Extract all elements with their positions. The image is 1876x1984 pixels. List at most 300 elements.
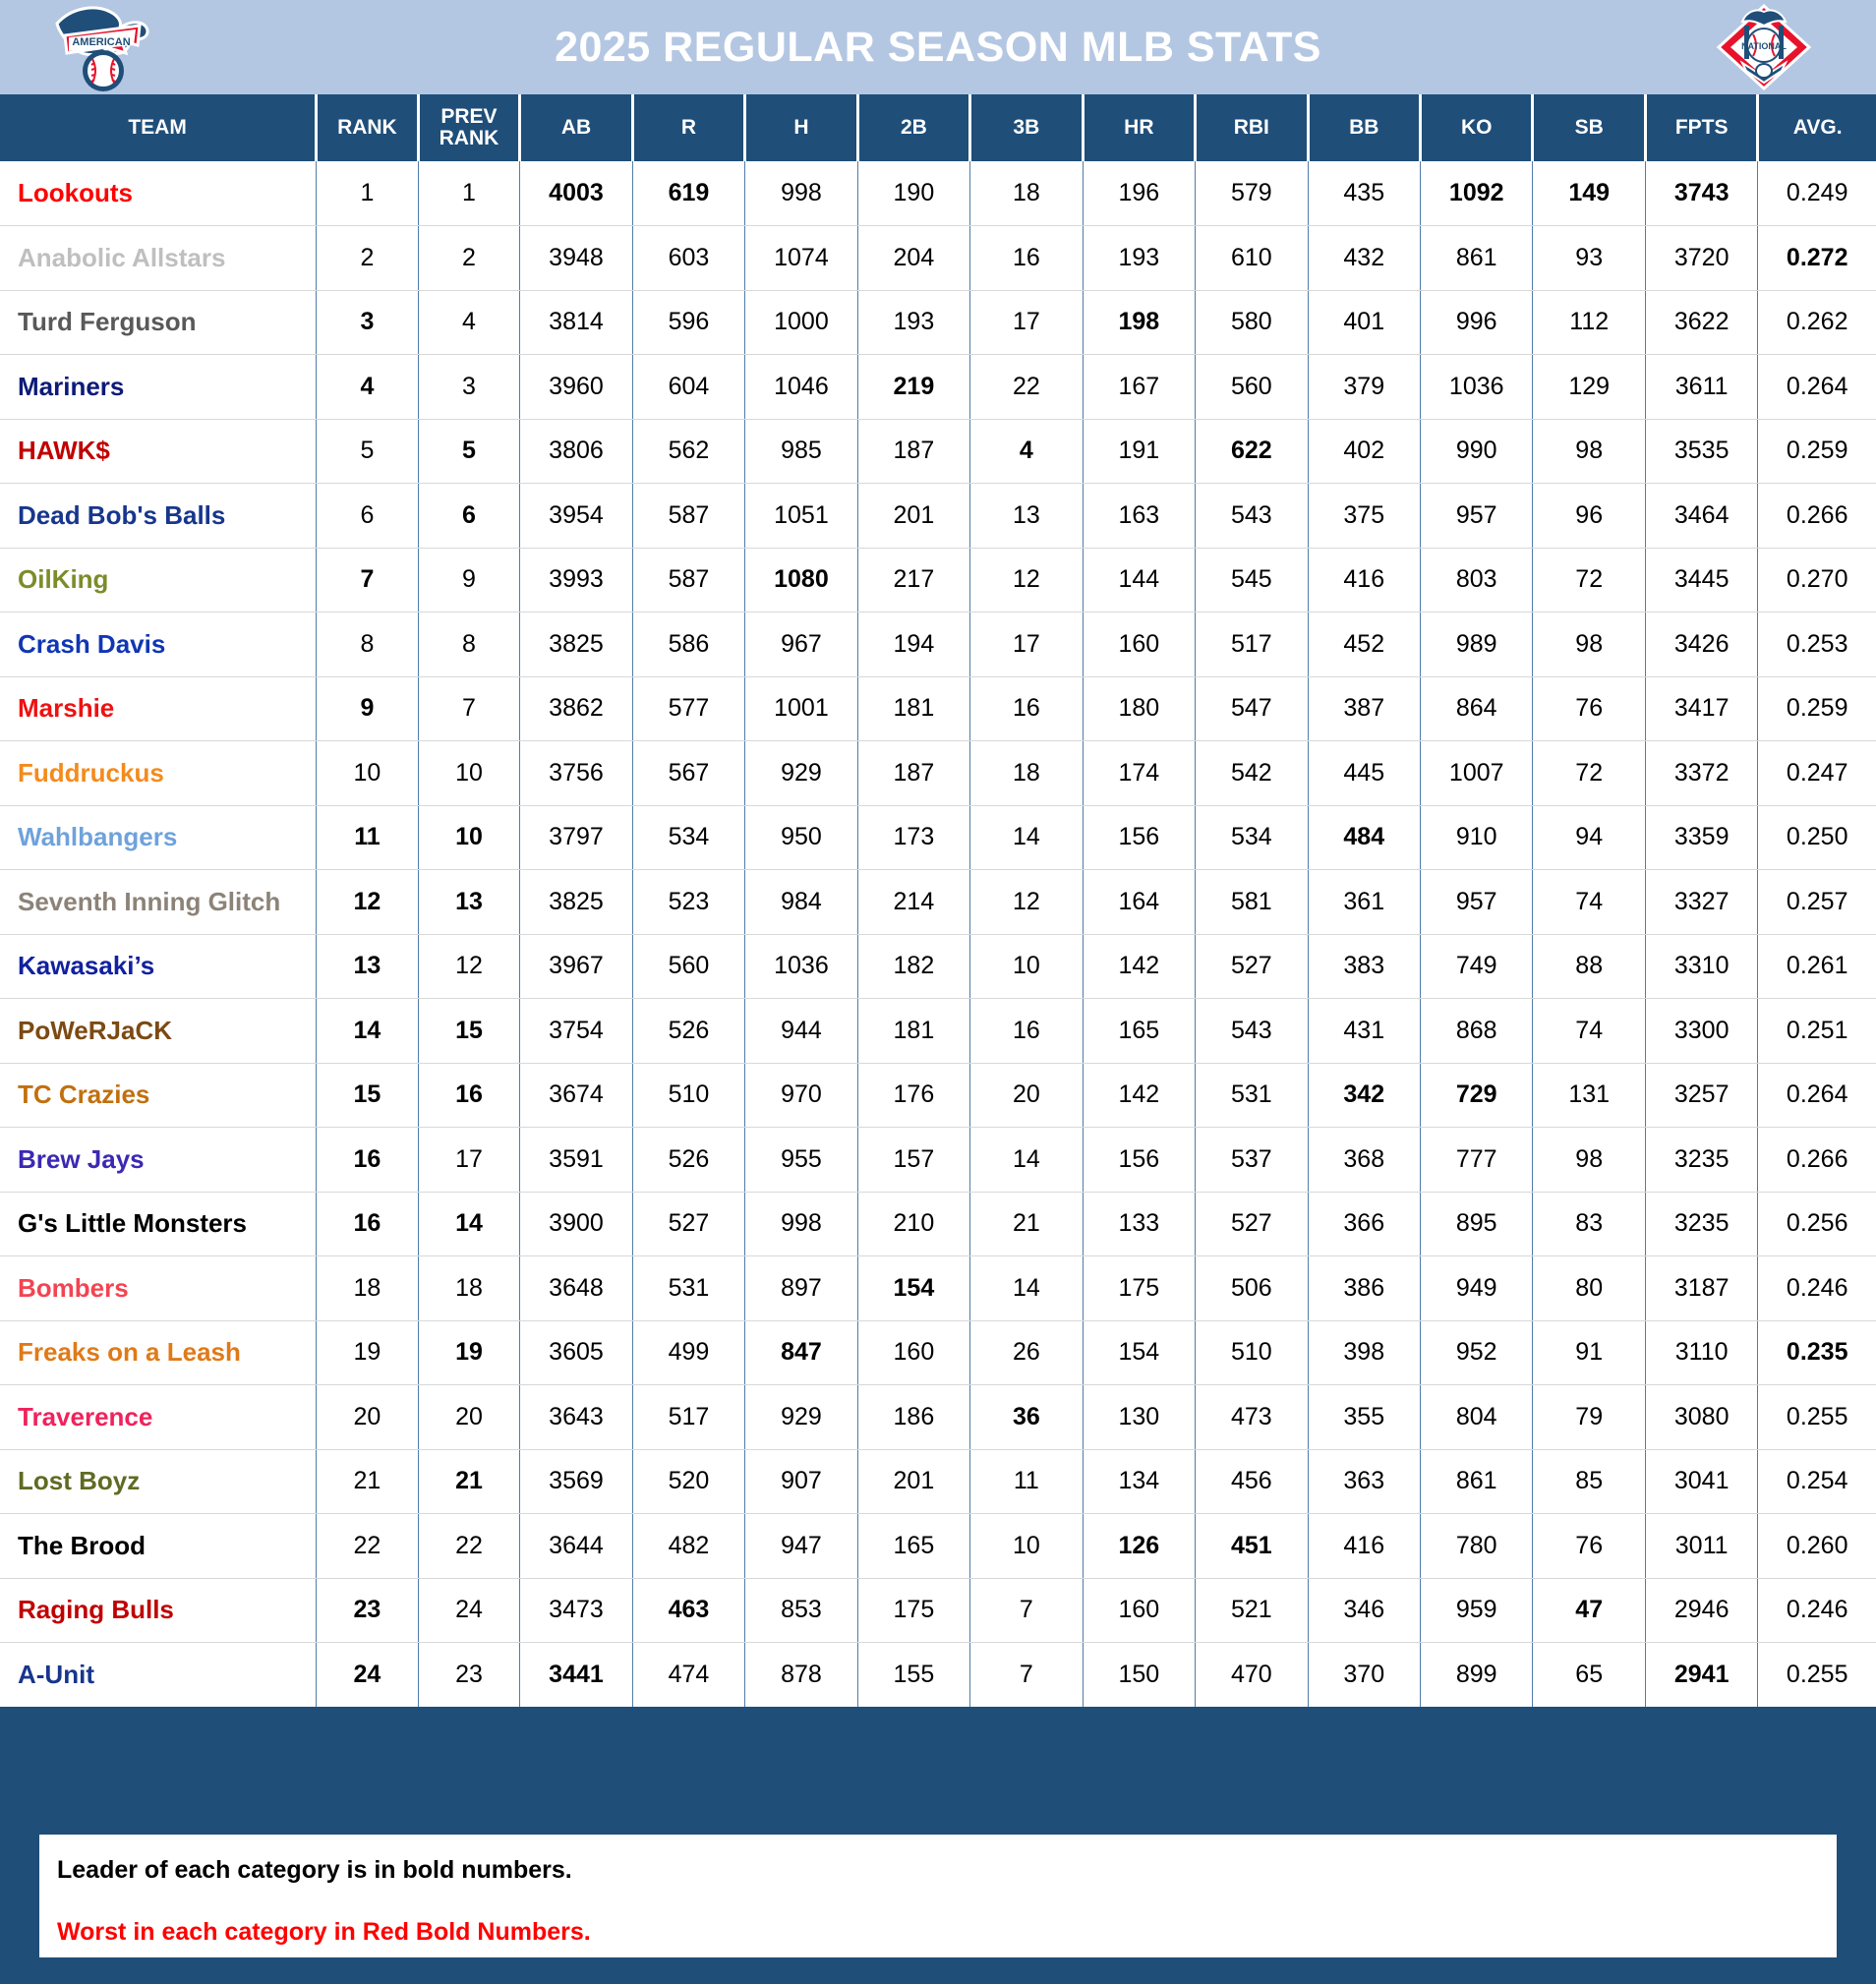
column-header-h[interactable]: H xyxy=(745,94,857,161)
cell-bb: 386 xyxy=(1308,1256,1420,1321)
cell-ko: 1007 xyxy=(1421,741,1533,806)
cell-rank: 16 xyxy=(317,1128,419,1193)
cell-fpts: 3235 xyxy=(1645,1192,1757,1256)
cell-b3: 10 xyxy=(970,934,1083,999)
table-row[interactable] xyxy=(0,1192,1876,1256)
table-row[interactable] xyxy=(0,1320,1876,1385)
team-name-cell[interactable]: Brew Jays xyxy=(0,1128,317,1193)
cell-hr: 154 xyxy=(1083,1320,1195,1385)
cell-h: 907 xyxy=(745,1449,857,1514)
cell-prev_rank: 9 xyxy=(418,548,520,613)
cell-hr: 126 xyxy=(1083,1514,1195,1579)
cell-bb: 379 xyxy=(1308,355,1420,420)
team-name-cell[interactable]: Crash Davis xyxy=(0,613,317,677)
cell-prev_rank: 18 xyxy=(418,1256,520,1321)
cell-b3: 21 xyxy=(970,1192,1083,1256)
cell-avg: 0.266 xyxy=(1758,1128,1876,1193)
column-header-sb[interactable]: SB xyxy=(1533,94,1645,161)
team-name-cell[interactable]: Lookouts xyxy=(0,161,317,226)
cell-r: 596 xyxy=(632,290,744,355)
table-row[interactable] xyxy=(0,934,1876,999)
cell-b2: 181 xyxy=(857,999,969,1064)
cell-rank: 1 xyxy=(317,161,419,226)
cell-h: 1000 xyxy=(745,290,857,355)
cell-b3: 4 xyxy=(970,419,1083,484)
cell-rank: 2 xyxy=(317,226,419,291)
cell-hr: 165 xyxy=(1083,999,1195,1064)
cell-h: 1074 xyxy=(745,226,857,291)
cell-avg: 0.257 xyxy=(1758,870,1876,935)
cell-bb: 431 xyxy=(1308,999,1420,1064)
cell-avg: 0.262 xyxy=(1758,290,1876,355)
svg-text:NATIONAL: NATIONAL xyxy=(1741,41,1787,51)
cell-sb: 96 xyxy=(1533,484,1645,549)
table-row[interactable] xyxy=(0,226,1876,291)
column-header-rbi[interactable]: RBI xyxy=(1196,94,1308,161)
cell-hr: 193 xyxy=(1083,226,1195,291)
cell-hr: 156 xyxy=(1083,1128,1195,1193)
cell-b3: 16 xyxy=(970,226,1083,291)
team-name-cell[interactable]: OilKing xyxy=(0,548,317,613)
cell-ko: 957 xyxy=(1421,484,1533,549)
cell-rank: 11 xyxy=(317,805,419,870)
cell-b2: 194 xyxy=(857,613,969,677)
cell-h: 878 xyxy=(745,1643,857,1708)
team-name-cell[interactable]: Kawasaki’s xyxy=(0,934,317,999)
column-header-team[interactable]: TEAM xyxy=(0,94,317,161)
cell-ab: 3754 xyxy=(520,999,632,1064)
cell-r: 567 xyxy=(632,741,744,806)
cell-r: 463 xyxy=(632,1578,744,1643)
column-header-b2[interactable]: 2B xyxy=(857,94,969,161)
cell-ko: 895 xyxy=(1421,1192,1533,1256)
cell-prev_rank: 10 xyxy=(418,741,520,806)
cell-rbi: 531 xyxy=(1196,1063,1308,1128)
cell-b3: 14 xyxy=(970,805,1083,870)
column-header-ab[interactable]: AB xyxy=(520,94,632,161)
cell-b3: 16 xyxy=(970,999,1083,1064)
cell-rank: 13 xyxy=(317,934,419,999)
cell-ab: 3814 xyxy=(520,290,632,355)
cell-bb: 383 xyxy=(1308,934,1420,999)
cell-hr: 160 xyxy=(1083,613,1195,677)
cell-rank: 14 xyxy=(317,999,419,1064)
cell-prev_rank: 15 xyxy=(418,999,520,1064)
cell-r: 562 xyxy=(632,419,744,484)
cell-fpts: 3426 xyxy=(1645,613,1757,677)
cell-sb: 85 xyxy=(1533,1449,1645,1514)
table-row[interactable] xyxy=(0,1514,1876,1579)
cell-r: 577 xyxy=(632,676,744,741)
cell-rank: 5 xyxy=(317,419,419,484)
cell-bb: 375 xyxy=(1308,484,1420,549)
column-header-hr[interactable]: HR xyxy=(1083,94,1195,161)
cell-prev_rank: 4 xyxy=(418,290,520,355)
team-name-cell[interactable]: Mariners xyxy=(0,355,317,420)
cell-rbi: 581 xyxy=(1196,870,1308,935)
cell-bb: 355 xyxy=(1308,1385,1420,1450)
team-name-cell[interactable]: HAWK$ xyxy=(0,419,317,484)
cell-fpts: 3327 xyxy=(1645,870,1757,935)
cell-sb: 65 xyxy=(1533,1643,1645,1708)
cell-r: 482 xyxy=(632,1514,744,1579)
cell-rbi: 521 xyxy=(1196,1578,1308,1643)
cell-hr: 174 xyxy=(1083,741,1195,806)
cell-ab: 4003 xyxy=(520,161,632,226)
cell-b2: 175 xyxy=(857,1578,969,1643)
cell-ko: 1036 xyxy=(1421,355,1533,420)
table-row[interactable] xyxy=(0,676,1876,741)
cell-hr: 133 xyxy=(1083,1192,1195,1256)
cell-rank: 21 xyxy=(317,1449,419,1514)
cell-rank: 12 xyxy=(317,870,419,935)
cell-b3: 22 xyxy=(970,355,1083,420)
cell-r: 531 xyxy=(632,1256,744,1321)
team-name-cell[interactable]: Marshie xyxy=(0,676,317,741)
cell-h: 947 xyxy=(745,1514,857,1579)
team-name-cell[interactable]: Raging Bulls xyxy=(0,1578,317,1643)
cell-rank: 22 xyxy=(317,1514,419,1579)
cell-avg: 0.235 xyxy=(1758,1320,1876,1385)
cell-prev_rank: 2 xyxy=(418,226,520,291)
cell-fpts: 3041 xyxy=(1645,1449,1757,1514)
cell-bb: 432 xyxy=(1308,226,1420,291)
cell-b2: 187 xyxy=(857,419,969,484)
cell-bb: 445 xyxy=(1308,741,1420,806)
cell-ab: 3644 xyxy=(520,1514,632,1579)
cell-bb: 452 xyxy=(1308,613,1420,677)
table-row[interactable] xyxy=(0,870,1876,935)
table-row[interactable] xyxy=(0,1385,1876,1450)
cell-b2: 210 xyxy=(857,1192,969,1256)
table-row[interactable] xyxy=(0,1128,1876,1193)
cell-h: 1001 xyxy=(745,676,857,741)
cell-h: 955 xyxy=(745,1128,857,1193)
cell-ko: 957 xyxy=(1421,870,1533,935)
team-name-cell[interactable]: G's Little Monsters xyxy=(0,1192,317,1256)
cell-fpts: 3359 xyxy=(1645,805,1757,870)
team-name-cell[interactable]: Fuddruckus xyxy=(0,741,317,806)
cell-b3: 14 xyxy=(970,1128,1083,1193)
cell-ko: 861 xyxy=(1421,226,1533,291)
cell-ab: 3862 xyxy=(520,676,632,741)
table-row[interactable] xyxy=(0,1063,1876,1128)
cell-ko: 868 xyxy=(1421,999,1533,1064)
cell-h: 1036 xyxy=(745,934,857,999)
cell-ab: 3948 xyxy=(520,226,632,291)
column-header-ko[interactable]: KO xyxy=(1421,94,1533,161)
team-name-cell[interactable]: Freaks on a Leash xyxy=(0,1320,317,1385)
team-name-cell[interactable]: Traverence xyxy=(0,1385,317,1450)
cell-ko: 777 xyxy=(1421,1128,1533,1193)
cell-ab: 3756 xyxy=(520,741,632,806)
cell-h: 1051 xyxy=(745,484,857,549)
cell-h: 998 xyxy=(745,1192,857,1256)
table-row[interactable] xyxy=(0,1449,1876,1514)
cell-rank: 3 xyxy=(317,290,419,355)
cell-prev_rank: 14 xyxy=(418,1192,520,1256)
cell-ko: 990 xyxy=(1421,419,1533,484)
cell-bb: 484 xyxy=(1308,805,1420,870)
cell-ab: 3993 xyxy=(520,548,632,613)
cell-prev_rank: 19 xyxy=(418,1320,520,1385)
cell-b2: 193 xyxy=(857,290,969,355)
cell-prev_rank: 21 xyxy=(418,1449,520,1514)
cell-b2: 190 xyxy=(857,161,969,226)
cell-rbi: 622 xyxy=(1196,419,1308,484)
cell-h: 984 xyxy=(745,870,857,935)
cell-hr: 191 xyxy=(1083,419,1195,484)
cell-avg: 0.251 xyxy=(1758,999,1876,1064)
cell-sb: 129 xyxy=(1533,355,1645,420)
column-header-bb[interactable]: BB xyxy=(1308,94,1420,161)
cell-prev_rank: 5 xyxy=(418,419,520,484)
cell-sb: 149 xyxy=(1533,161,1645,226)
cell-rbi: 534 xyxy=(1196,805,1308,870)
cell-ab: 3825 xyxy=(520,613,632,677)
cell-sb: 74 xyxy=(1533,999,1645,1064)
team-name-cell[interactable]: Seventh Inning Glitch xyxy=(0,870,317,935)
cell-rank: 23 xyxy=(317,1578,419,1643)
cell-sb: 98 xyxy=(1533,1128,1645,1193)
cell-b2: 201 xyxy=(857,484,969,549)
table-row[interactable] xyxy=(0,161,1876,226)
cell-rank: 9 xyxy=(317,676,419,741)
cell-prev_rank: 17 xyxy=(418,1128,520,1193)
cell-bb: 366 xyxy=(1308,1192,1420,1256)
cell-sb: 80 xyxy=(1533,1256,1645,1321)
cell-fpts: 3445 xyxy=(1645,548,1757,613)
cell-rank: 18 xyxy=(317,1256,419,1321)
cell-avg: 0.247 xyxy=(1758,741,1876,806)
cell-bb: 398 xyxy=(1308,1320,1420,1385)
cell-ab: 3674 xyxy=(520,1063,632,1128)
table-header-row xyxy=(0,94,1876,161)
cell-rank: 10 xyxy=(317,741,419,806)
table-row[interactable] xyxy=(0,999,1876,1064)
cell-fpts: 3372 xyxy=(1645,741,1757,806)
cell-r: 586 xyxy=(632,613,744,677)
cell-rbi: 610 xyxy=(1196,226,1308,291)
cell-rbi: 527 xyxy=(1196,934,1308,999)
cell-rank: 15 xyxy=(317,1063,419,1128)
cell-rbi: 545 xyxy=(1196,548,1308,613)
team-name-cell[interactable]: Anabolic Allstars xyxy=(0,226,317,291)
column-header-prev_rank[interactable]: PREV RANK xyxy=(418,94,520,161)
cell-ab: 3648 xyxy=(520,1256,632,1321)
team-name-cell[interactable]: TC Crazies xyxy=(0,1063,317,1128)
cell-avg: 0.259 xyxy=(1758,419,1876,484)
cell-b3: 12 xyxy=(970,548,1083,613)
cell-h: 897 xyxy=(745,1256,857,1321)
cell-ko: 804 xyxy=(1421,1385,1533,1450)
cell-r: 526 xyxy=(632,999,744,1064)
cell-avg: 0.253 xyxy=(1758,613,1876,677)
team-name-cell[interactable]: Bombers xyxy=(0,1256,317,1321)
cell-b3: 10 xyxy=(970,1514,1083,1579)
cell-ko: 803 xyxy=(1421,548,1533,613)
cell-prev_rank: 7 xyxy=(418,676,520,741)
cell-avg: 0.246 xyxy=(1758,1578,1876,1643)
table-row[interactable] xyxy=(0,1643,1876,1708)
table-row[interactable] xyxy=(0,290,1876,355)
cell-b3: 36 xyxy=(970,1385,1083,1450)
cell-h: 970 xyxy=(745,1063,857,1128)
cell-ko: 959 xyxy=(1421,1578,1533,1643)
cell-b3: 20 xyxy=(970,1063,1083,1128)
cell-rank: 4 xyxy=(317,355,419,420)
cell-hr: 142 xyxy=(1083,934,1195,999)
cell-r: 474 xyxy=(632,1643,744,1708)
cell-ko: 749 xyxy=(1421,934,1533,999)
cell-b3: 17 xyxy=(970,290,1083,355)
cell-rbi: 543 xyxy=(1196,999,1308,1064)
cell-h: 967 xyxy=(745,613,857,677)
cell-rank: 24 xyxy=(317,1643,419,1708)
cell-rbi: 473 xyxy=(1196,1385,1308,1450)
table-row[interactable] xyxy=(0,355,1876,420)
cell-fpts: 3611 xyxy=(1645,355,1757,420)
cell-sb: 76 xyxy=(1533,1514,1645,1579)
legend-leader-note: Leader of each category is in bold numbers. xyxy=(57,1856,572,1884)
cell-sb: 91 xyxy=(1533,1320,1645,1385)
cell-bb: 416 xyxy=(1308,1514,1420,1579)
cell-r: 560 xyxy=(632,934,744,999)
team-name-cell[interactable]: PoWeRJaCK xyxy=(0,999,317,1064)
cell-r: 523 xyxy=(632,870,744,935)
cell-ko: 864 xyxy=(1421,676,1533,741)
cell-ab: 3825 xyxy=(520,870,632,935)
cell-b2: 157 xyxy=(857,1128,969,1193)
table-row[interactable] xyxy=(0,548,1876,613)
cell-b2: 165 xyxy=(857,1514,969,1579)
cell-sb: 76 xyxy=(1533,676,1645,741)
table-row[interactable] xyxy=(0,805,1876,870)
cell-ab: 3441 xyxy=(520,1643,632,1708)
cell-fpts: 3417 xyxy=(1645,676,1757,741)
cell-hr: 130 xyxy=(1083,1385,1195,1450)
stats-table xyxy=(0,94,1876,1707)
cell-prev_rank: 24 xyxy=(418,1578,520,1643)
cell-r: 587 xyxy=(632,484,744,549)
cell-ko: 996 xyxy=(1421,290,1533,355)
cell-prev_rank: 16 xyxy=(418,1063,520,1128)
column-header-r[interactable]: R xyxy=(632,94,744,161)
cell-sb: 83 xyxy=(1533,1192,1645,1256)
cell-bb: 368 xyxy=(1308,1128,1420,1193)
cell-h: 998 xyxy=(745,161,857,226)
table-row[interactable] xyxy=(0,419,1876,484)
cell-b3: 12 xyxy=(970,870,1083,935)
cell-b3: 7 xyxy=(970,1643,1083,1708)
cell-bb: 363 xyxy=(1308,1449,1420,1514)
cell-rbi: 543 xyxy=(1196,484,1308,549)
american-league-logo-icon xyxy=(49,2,157,92)
cell-b3: 17 xyxy=(970,613,1083,677)
cell-bb: 416 xyxy=(1308,548,1420,613)
team-name-cell[interactable]: A-Unit xyxy=(0,1643,317,1708)
cell-hr: 163 xyxy=(1083,484,1195,549)
cell-r: 510 xyxy=(632,1063,744,1128)
team-name-cell[interactable]: Lost Boyz xyxy=(0,1449,317,1514)
cell-b2: 160 xyxy=(857,1320,969,1385)
cell-bb: 346 xyxy=(1308,1578,1420,1643)
cell-avg: 0.272 xyxy=(1758,226,1876,291)
column-header-rank[interactable]: RANK xyxy=(317,94,419,161)
table-row[interactable] xyxy=(0,1256,1876,1321)
team-name-cell[interactable]: Wahlbangers xyxy=(0,805,317,870)
cell-rank: 7 xyxy=(317,548,419,613)
cell-hr: 156 xyxy=(1083,805,1195,870)
cell-hr: 167 xyxy=(1083,355,1195,420)
table-row[interactable] xyxy=(0,741,1876,806)
cell-b3: 13 xyxy=(970,484,1083,549)
legend-worst-note: Worst in each category in Red Bold Numbers. xyxy=(57,1918,591,1946)
table-row[interactable] xyxy=(0,613,1876,677)
cell-b3: 14 xyxy=(970,1256,1083,1321)
cell-rbi: 537 xyxy=(1196,1128,1308,1193)
cell-ko: 989 xyxy=(1421,613,1533,677)
cell-rbi: 451 xyxy=(1196,1514,1308,1579)
cell-ab: 3643 xyxy=(520,1385,632,1450)
column-header-avg[interactable]: AVG. xyxy=(1758,94,1876,161)
cell-fpts: 2946 xyxy=(1645,1578,1757,1643)
cell-fpts: 3110 xyxy=(1645,1320,1757,1385)
cell-sb: 131 xyxy=(1533,1063,1645,1128)
cell-rank: 16 xyxy=(317,1192,419,1256)
column-header-b3[interactable]: 3B xyxy=(970,94,1083,161)
cell-ab: 3591 xyxy=(520,1128,632,1193)
cell-avg: 0.255 xyxy=(1758,1385,1876,1450)
cell-ab: 3967 xyxy=(520,934,632,999)
cell-avg: 0.249 xyxy=(1758,161,1876,226)
cell-avg: 0.254 xyxy=(1758,1449,1876,1514)
cell-b3: 26 xyxy=(970,1320,1083,1385)
cell-prev_rank: 22 xyxy=(418,1514,520,1579)
team-name-cell[interactable]: Turd Ferguson xyxy=(0,290,317,355)
cell-rbi: 580 xyxy=(1196,290,1308,355)
cell-r: 603 xyxy=(632,226,744,291)
cell-bb: 401 xyxy=(1308,290,1420,355)
cell-ko: 861 xyxy=(1421,1449,1533,1514)
cell-fpts: 3011 xyxy=(1645,1514,1757,1579)
cell-h: 944 xyxy=(745,999,857,1064)
cell-rbi: 560 xyxy=(1196,355,1308,420)
cell-bb: 387 xyxy=(1308,676,1420,741)
cell-rbi: 470 xyxy=(1196,1643,1308,1708)
cell-sb: 94 xyxy=(1533,805,1645,870)
table-row[interactable] xyxy=(0,1578,1876,1643)
cell-rank: 8 xyxy=(317,613,419,677)
cell-b2: 219 xyxy=(857,355,969,420)
cell-rbi: 542 xyxy=(1196,741,1308,806)
cell-sb: 74 xyxy=(1533,870,1645,935)
cell-rbi: 517 xyxy=(1196,613,1308,677)
header-banner xyxy=(0,0,1876,94)
cell-ab: 3797 xyxy=(520,805,632,870)
column-header-fpts[interactable]: FPTS xyxy=(1645,94,1757,161)
team-name-cell[interactable]: The Brood xyxy=(0,1514,317,1579)
team-name-cell[interactable]: Dead Bob's Balls xyxy=(0,484,317,549)
table-row[interactable] xyxy=(0,484,1876,549)
cell-ko: 1092 xyxy=(1421,161,1533,226)
cell-b2: 176 xyxy=(857,1063,969,1128)
cell-h: 985 xyxy=(745,419,857,484)
cell-b2: 181 xyxy=(857,676,969,741)
cell-b2: 187 xyxy=(857,741,969,806)
cell-hr: 198 xyxy=(1083,290,1195,355)
cell-ko: 780 xyxy=(1421,1514,1533,1579)
